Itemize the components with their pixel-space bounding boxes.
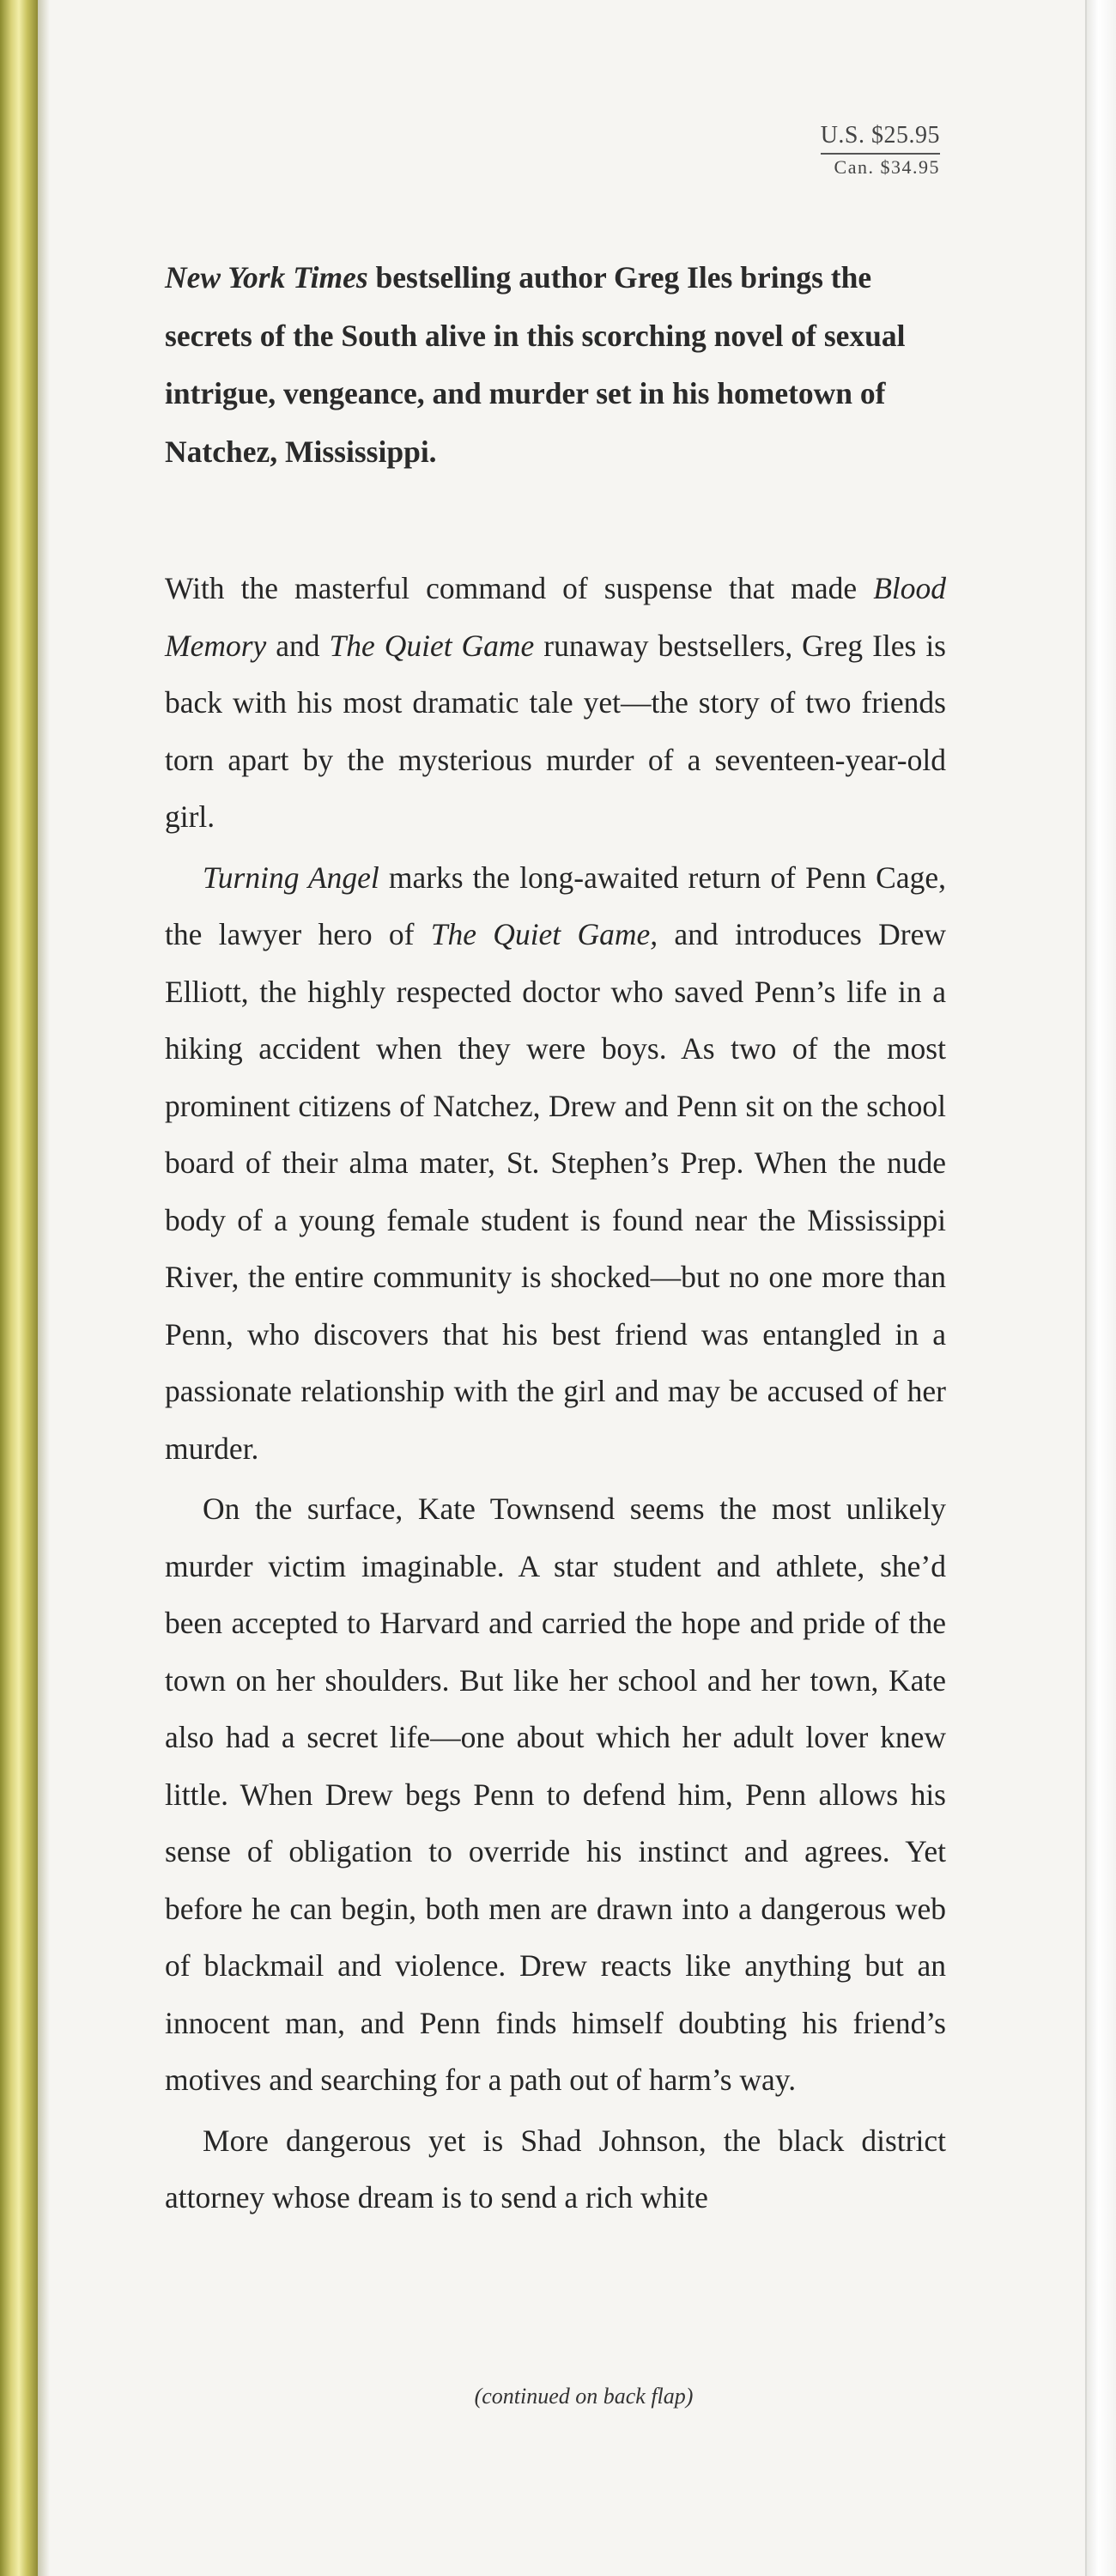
price-us: U.S. $25.95	[821, 120, 940, 155]
paragraph-2	[165, 849, 946, 1478]
flap-copy	[165, 249, 946, 2227]
paragraph-4: More dangerous yet is Shad Johnson, the black district attorney whose dream is to send a rich white	[165, 2123, 946, 2215]
paragraph-1	[165, 560, 946, 846]
continued-note: (continued on back flap)	[474, 2384, 694, 2409]
paragraph-1-text-c: runaway bestsellers, Greg Iles is back with his most dramatic tale yet—the story of two friends torn apart by the mysterious murder of a seventeen-year-old girl.	[165, 628, 946, 834]
title-the-quiet-game-2: The Quiet Game,	[430, 917, 658, 951]
title-blood-memory: Blood Memory	[165, 571, 946, 663]
paragraph-1-text-a: With the masterful command of suspense that made	[165, 571, 874, 605]
title-turning-angel: Turning Angel	[203, 860, 379, 895]
price-canada: Can. $34.95	[834, 156, 940, 178]
paragraph-2-text-b: and introduces Drew Elliott, the highly respected doctor who saved Penn’s life in a hiking accident when they were boys. As two of the most prominent citizens of Natchez, Drew and Penn sit on the school board of their alma mater, St. Stephen’s Prep. When the nude body of a young female student is found near the Mississippi River, the entire community is shocked—but no one more than Penn, who discovers that his best friend was entangled in a passionate relationship with the girl and may be accused of her murder.	[165, 917, 946, 1466]
flap-right-edge	[1085, 0, 1116, 2576]
paragraph-3: On the surface, Kate Townsend seems the most unlikely murder victim imaginable. A star student and athlete, she’d been accepted to Harvard and carried the hope and pride of the town on her shoulders. But like her school and her town, Kate also had a secret life—one about which her adult lover knew little. When Drew begs Penn to defend him, Penn allows his sense of obligation to override his instinct and agrees. Yet before he can begin, both men are drawn into a dangerous web of blackmail and violence. Drew reacts like anything but an innocent man, and Penn finds himself doubting his friend’s motives and searching for a path out of harm’s way.	[165, 1492, 946, 2097]
cover-fold-shadow	[38, 0, 50, 2576]
lead-paragraph	[165, 249, 946, 481]
lead-italic-title: New York Times	[165, 260, 368, 295]
paragraph-2-text-a: marks the long-awaited return of Penn Cage, the lawyer hero of	[165, 860, 946, 951]
lead-text: bestselling author Greg Iles brings the secrets of the South alive in this scorching novel of sexual intrigue, vengeance, and murder set in his hometown of Natchez, Mississippi.	[165, 260, 906, 469]
price-block	[821, 120, 940, 180]
paragraph-1-text-b: and	[266, 628, 330, 663]
title-the-quiet-game: The Quiet Game	[329, 628, 535, 663]
gold-cover-edge	[0, 0, 38, 2576]
